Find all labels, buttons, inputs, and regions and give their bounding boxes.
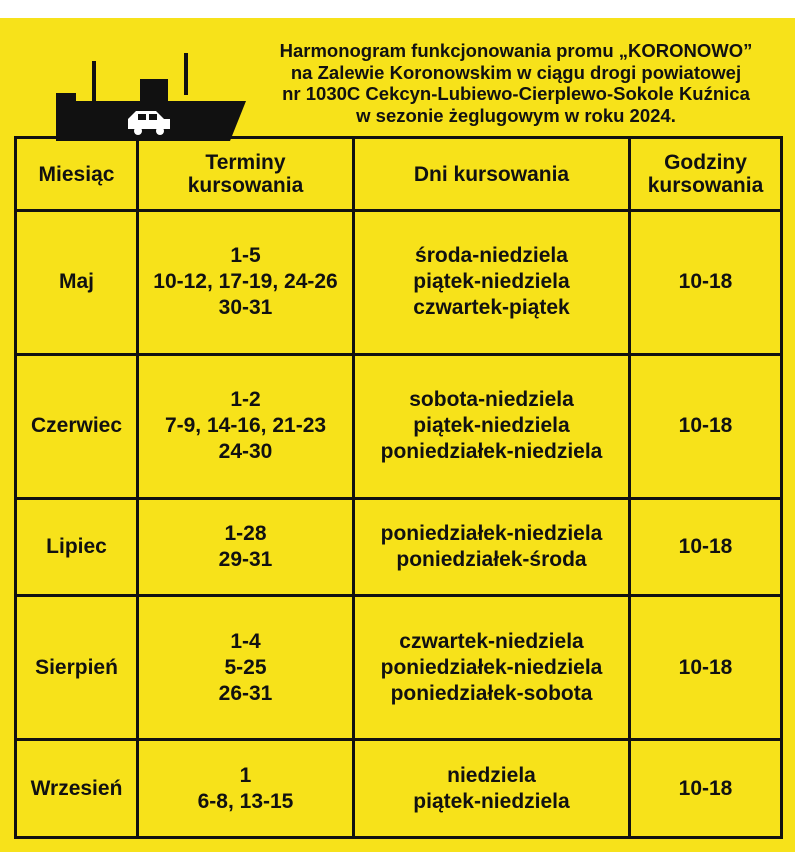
table-row <box>16 211 782 355</box>
schedule-title <box>250 40 782 126</box>
hours-cell: 10-18 <box>630 596 782 740</box>
days-cell: czwartek-niedziela poniedziałek-niedziela poniedziałek-sobota <box>354 596 630 740</box>
title-line: na Zalewie Koronowskim w ciągu drogi powiatowej <box>290 61 742 83</box>
title-line: nr 1030C Cekcyn-Lubiewo-Cierplewo-Sokole Kuźnica <box>282 83 750 104</box>
table-row <box>16 498 782 596</box>
hours-cell: 10-18 <box>630 211 782 355</box>
hours-cell: 10-18 <box>630 498 782 596</box>
table-header-row <box>16 138 782 211</box>
title-line: Harmonogram funkcjonowania promu „KORONOWO” <box>279 40 753 61</box>
days-cell: poniedziałek-niedziela poniedziałek-środa <box>354 498 630 596</box>
ferry-icon <box>56 53 246 145</box>
table-row <box>16 596 782 740</box>
header-hours: Godziny kursowania <box>630 138 782 211</box>
terms-cell: 1-5 10-12, 17-19, 24-26 30-31 <box>138 211 354 355</box>
table-row <box>16 354 782 498</box>
month-cell: Czerwiec <box>16 354 138 498</box>
hours-cell: 10-18 <box>630 354 782 498</box>
month-cell: Lipiec <box>16 498 138 596</box>
days-cell: sobota-niedziela piątek-niedziela poniedziałek-niedziela <box>354 354 630 498</box>
days-cell: niedziela piątek-niedziela <box>354 740 630 838</box>
terms-cell: 1-2 7-9, 14-16, 21-23 24-30 <box>138 354 354 498</box>
title-line: w sezonie żeglugowym w roku 2024. <box>356 104 676 126</box>
hours-cell: 10-18 <box>630 740 782 838</box>
table-row <box>16 740 782 838</box>
days-cell: środa-niedziela piątek-niedziela czwartek-piątek <box>354 211 630 355</box>
month-cell: Maj <box>16 211 138 355</box>
header-terms: Terminy kursowania <box>138 138 354 211</box>
header-days: Dni kursowania <box>354 138 630 211</box>
terms-cell: 1-28 29-31 <box>138 498 354 596</box>
month-cell: Wrzesień <box>16 740 138 838</box>
terms-cell: 1 6-8, 13-15 <box>138 740 354 838</box>
month-cell: Sierpień <box>16 596 138 740</box>
schedule-table <box>14 136 783 839</box>
header-month: Miesiąc <box>16 138 138 211</box>
schedule-board <box>0 18 795 852</box>
terms-cell: 1-4 5-25 26-31 <box>138 596 354 740</box>
